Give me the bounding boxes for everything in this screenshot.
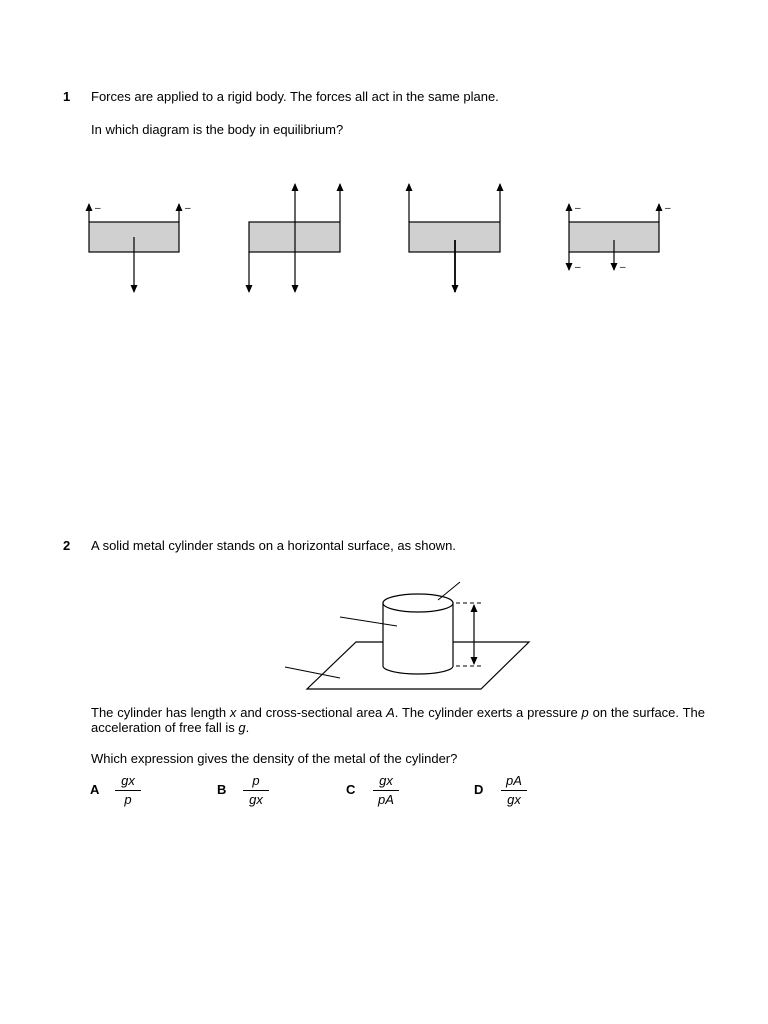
fraction-denominator: pA: [378, 792, 394, 807]
force-label: –: [575, 262, 581, 273]
var-x: x: [229, 705, 237, 720]
info-text: on the surface. The acceleration of free fall is: [91, 705, 706, 735]
cylinder-body: [383, 603, 453, 674]
q1-diagram-2: [249, 184, 340, 292]
option-b-letter[interactable]: B: [217, 782, 227, 797]
fraction-numerator: pA: [506, 773, 522, 788]
fraction-denominator: p: [124, 792, 132, 807]
force-label: –: [620, 262, 626, 273]
fraction-bar: [373, 790, 399, 791]
fraction-denominator: gx: [249, 792, 263, 807]
option-b-fraction[interactable]: [236, 774, 276, 807]
q1-diagram-1: [89, 203, 191, 292]
option-d-letter[interactable]: D: [474, 782, 484, 797]
question-2-number: 2: [63, 538, 71, 553]
info-text: The cylinder has length: [91, 705, 230, 720]
question-1-stem: Forces are applied to a rigid body. The forces all act in the same plane.: [91, 89, 499, 104]
question-2-stem: A solid metal cylinder stands on a horizontal surface, as shown.: [91, 538, 456, 553]
fraction-numerator: gx: [121, 773, 135, 788]
var-p: p: [581, 705, 589, 720]
fraction-numerator: p: [252, 773, 260, 788]
option-a-letter[interactable]: A: [90, 782, 100, 797]
var-g: g: [238, 720, 246, 735]
question-2-prompt: Which expression gives the density of the metal of the cylinder?: [91, 751, 458, 766]
info-text: .: [245, 720, 250, 735]
var-A: A: [386, 705, 395, 720]
q2-cylinder-diagram: [285, 582, 529, 689]
label-leader-top: [438, 582, 460, 600]
force-label: –: [665, 203, 671, 214]
fraction-denominator: gx: [507, 792, 521, 807]
option-d-fraction[interactable]: [494, 774, 534, 807]
force-label: –: [95, 203, 101, 214]
option-c-fraction[interactable]: [366, 774, 406, 807]
force-label: –: [575, 203, 581, 214]
option-a-fraction[interactable]: [108, 774, 148, 807]
info-text: and cross-sectional area: [236, 705, 387, 720]
question-1-number: 1: [63, 89, 71, 104]
force-label: –: [185, 203, 191, 214]
fraction-bar: [501, 790, 527, 791]
question-1-prompt: In which diagram is the body in equilibrium?: [91, 122, 344, 137]
option-c-letter[interactable]: C: [346, 782, 356, 797]
q1-diagram-3: [409, 184, 500, 292]
fraction-bar: [115, 790, 141, 791]
fraction-numerator: gx: [379, 773, 393, 788]
question-2-info: [91, 705, 705, 735]
fraction-bar: [243, 790, 269, 791]
q1-diagram-4: [569, 203, 671, 273]
info-text: . The cylinder exerts a pressure: [394, 705, 582, 720]
